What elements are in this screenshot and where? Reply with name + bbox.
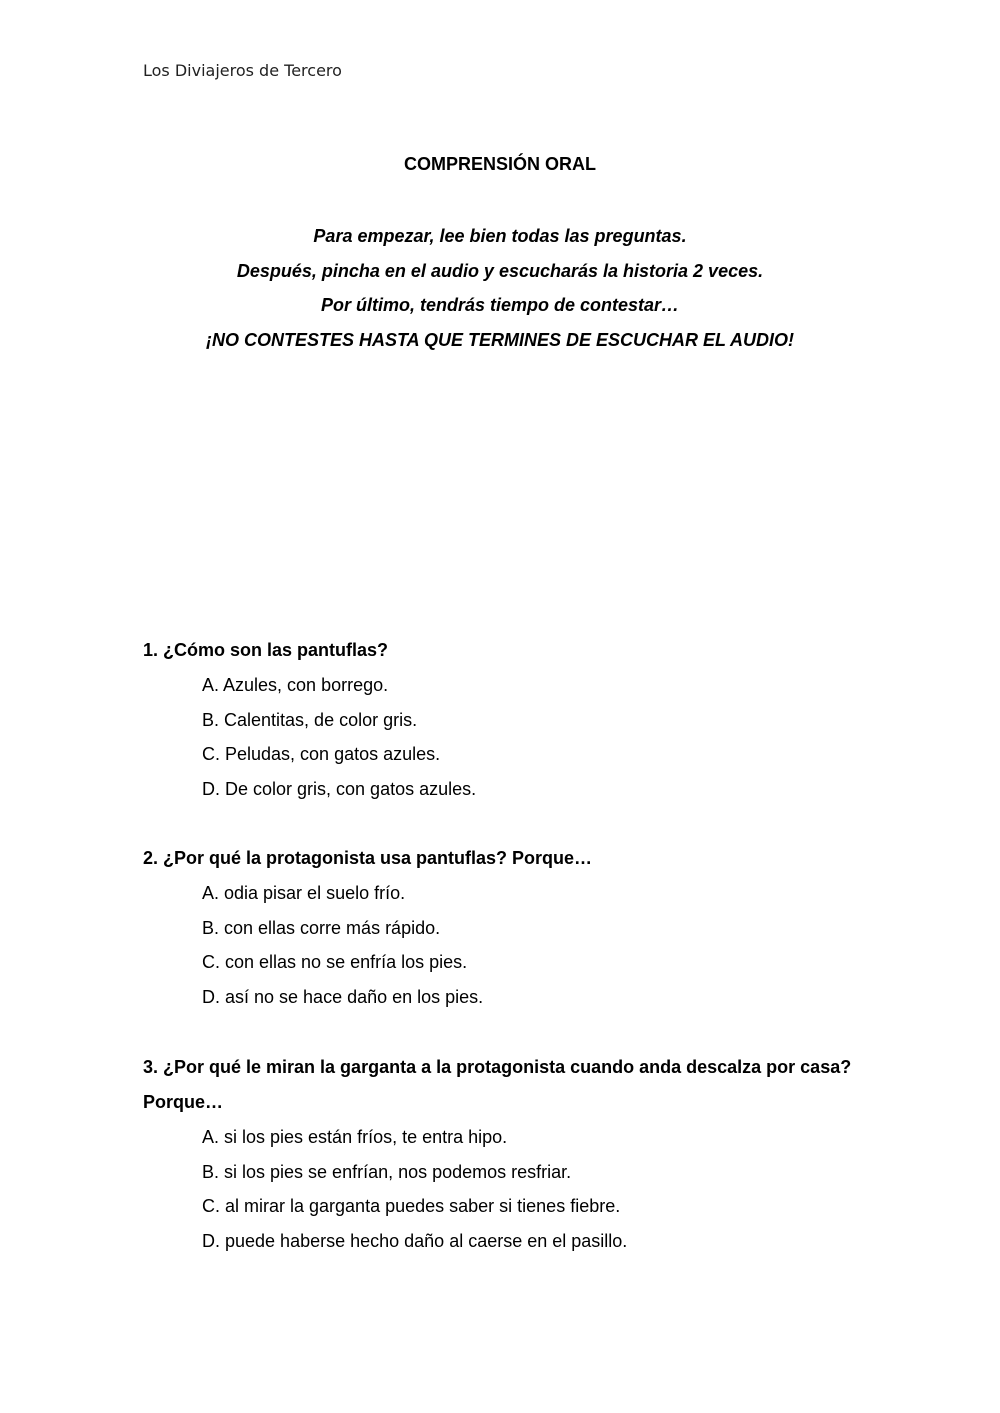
page-header: Los Diviajeros de Tercero — [143, 61, 342, 80]
answer-option[interactable]: B. si los pies se enfrían, nos podemos resfriar. — [202, 1161, 572, 1182]
page-title: COMPRENSIÓN ORAL — [403, 154, 596, 174]
instructions — [0, 225, 1000, 363]
answer-option[interactable]: B. Calentitas, de color gris. — [202, 709, 418, 730]
answer-option[interactable]: A. Azules, con borrego. — [202, 675, 389, 695]
answer-option[interactable]: A. si los pies están fríos, te entra hipo. — [202, 1127, 508, 1147]
answer-option[interactable]: C. con ellas no se enfría los pies. — [202, 952, 468, 973]
question-text: 2. ¿Por qué la protagonista usa pantuflas? Porque… — [143, 848, 593, 868]
answer-option[interactable]: D. así no se hace daño en los pies. — [202, 987, 484, 1008]
question-text: 1. ¿Cómo son las pantuflas? — [143, 640, 389, 660]
answer-option[interactable]: C. al mirar la garganta puedes saber si tienes fiebre. — [202, 1196, 621, 1217]
instruction-line: ¡NO CONTESTES HASTA QUE TERMINES DE ESCUCHAR EL AUDIO! — [205, 329, 795, 350]
answer-option[interactable]: C. Peludas, con gatos azules. — [202, 744, 441, 765]
question-3 — [143, 1050, 863, 1259]
instruction-line: Después, pincha en el audio y escucharás la historia 2 veces. — [236, 260, 764, 281]
instruction-line: Por último, tendrás tiempo de contestar… — [320, 295, 680, 315]
question-text: 3. ¿Por qué le miran la garganta a la protagonista cuando anda descalza por casa? Porque… — [143, 1057, 852, 1112]
question-2 — [143, 841, 863, 1015]
answer-option[interactable]: B. con ellas corre más rápido. — [202, 917, 441, 938]
instruction-line: Para empezar, lee bien todas las preguntas. — [313, 226, 687, 246]
question-1 — [143, 633, 863, 807]
answer-option[interactable]: D. De color gris, con gatos azules. — [202, 779, 477, 800]
answer-option[interactable]: D. puede haberse hecho daño al caerse en el pasillo. — [202, 1231, 628, 1252]
answer-option[interactable]: A. odia pisar el suelo frío. — [202, 883, 406, 903]
